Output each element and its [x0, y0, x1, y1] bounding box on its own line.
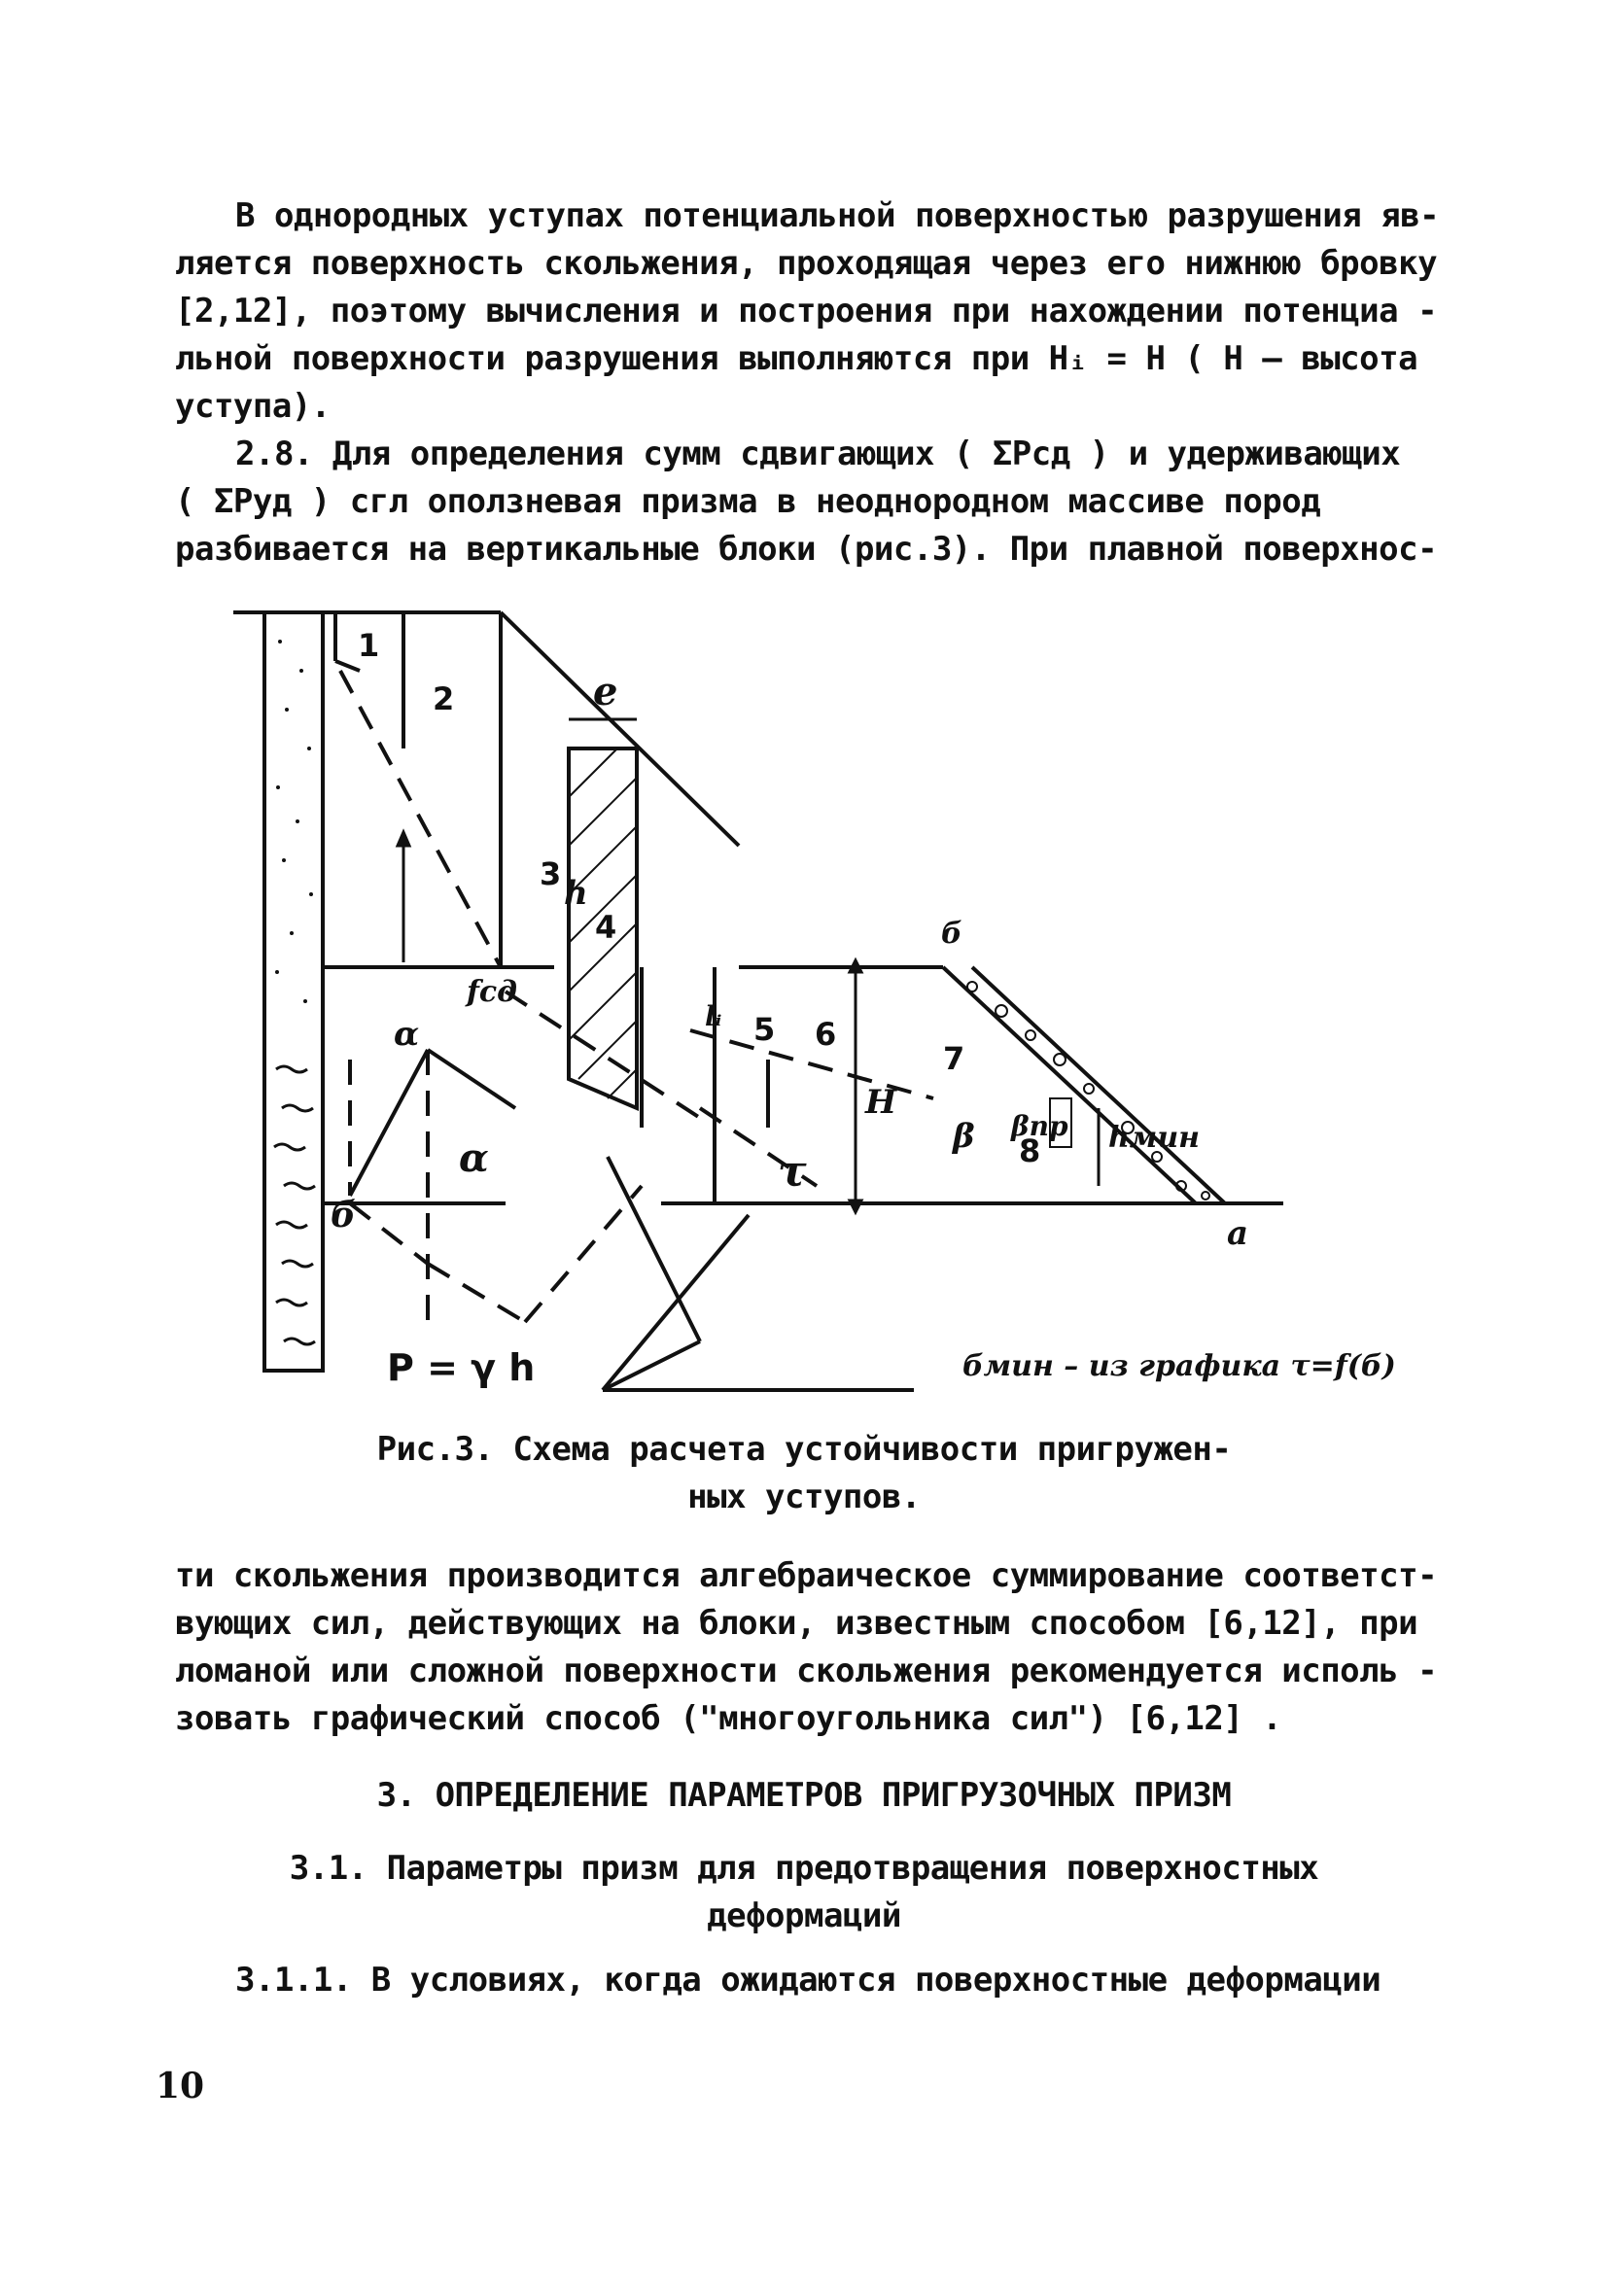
- alpha-label: α: [394, 1015, 420, 1054]
- subsection-heading-line: 3.1. Параметры призм для предотвращения поверхностных: [289, 1849, 1319, 1888]
- paragraph-2-line: разбивается на вертикальные блоки (рис.3). При плавной поверхнос-: [175, 530, 1438, 569]
- paragraph-3-line: ти скольжения производится алгебраическое суммирование соответст-: [175, 1556, 1438, 1595]
- b-label: б: [941, 917, 962, 951]
- paragraph-2-line: ( ΣPуд ) сгл оползневая призма в неоднородном массиве пород: [175, 482, 1321, 521]
- sigma-label: б: [331, 1195, 356, 1235]
- paragraph-1-line: ляется поверхность скольжения, проходящая через его нижнюю бровку: [175, 244, 1438, 283]
- alpha-label: α: [459, 1135, 489, 1181]
- block-6-label: 6: [815, 1016, 837, 1053]
- paragraph-2-line: 2.8. Для определения сумм сдвигающих ( ΣPсд ) и удерживающих: [235, 435, 1401, 473]
- note-label: бмин – из графика τ=f(б): [962, 1349, 1396, 1383]
- caption-line: Рис.3. Схема расчета устойчивости пригружен-: [376, 1430, 1232, 1469]
- stability-diagram: [233, 603, 1439, 1409]
- strata-column: [264, 612, 323, 1371]
- paragraph-1-line: уступа).: [175, 387, 331, 426]
- p-label: P = γ h: [387, 1346, 536, 1389]
- paragraph-4-line: 3.1.1. В условиях, когда ожидаются поверхностные деформации: [235, 1961, 1381, 2000]
- a-label: a: [1227, 1214, 1249, 1253]
- block-3-label: 3: [540, 855, 562, 892]
- block-1-label: 1: [358, 627, 380, 664]
- paragraph-2: [175, 431, 1449, 574]
- tau-label: τ: [778, 1147, 807, 1197]
- caption-line: ных уступов.: [687, 1478, 921, 1516]
- paragraph-1-line: [2,12], поэтому вычисления и построения при нахождении потенциа -: [175, 292, 1438, 330]
- rock-fill: [967, 982, 1209, 1200]
- e-label: e: [593, 669, 618, 714]
- paragraph-3: [175, 1552, 1449, 1743]
- subsection-heading: [0, 1845, 1608, 1940]
- page-number: 10: [156, 2066, 205, 2106]
- paragraph-1-line: В однородных уступах потенциальной поверхностью разрушения яв-: [235, 196, 1440, 235]
- paragraph-3-line: вующих сил, действующих на блоки, известным способом [6,12], при: [175, 1604, 1418, 1643]
- beta-label: β: [953, 1117, 975, 1156]
- h-min-label: hмин: [1108, 1121, 1201, 1155]
- block-2-label: 2: [433, 680, 455, 717]
- H-label: H: [865, 1083, 897, 1122]
- paragraph-1-line: льной поверхности разрушения выполняются при Hᵢ = H ( H – высота: [175, 339, 1418, 378]
- paragraph-3-line: ломаной или сложной поверхности скольжения рекомендуется исполь -: [175, 1652, 1438, 1690]
- subsection-heading-line: деформаций: [707, 1896, 901, 1935]
- li-label: lᵢ: [705, 1000, 722, 1032]
- block-5-label: 5: [753, 1011, 776, 1048]
- h-label: h: [564, 874, 588, 913]
- fsd-label: fсд: [467, 975, 518, 1009]
- section-heading: 3. ОПРЕДЕЛЕНИЕ ПАРАМЕТРОВ ПРИГРУЗОЧНЫХ ПРИЗМ: [376, 1776, 1232, 1815]
- paragraph-4: [175, 1957, 1449, 2004]
- paragraph-3-line: зовать графический способ ("многоугольника сил") [6,12] .: [175, 1699, 1282, 1738]
- block-8-label: 8: [1019, 1132, 1041, 1169]
- paragraph-1: [175, 192, 1449, 431]
- block-4-label: 4: [595, 909, 617, 946]
- slope-profile: [233, 612, 1283, 1203]
- figure-caption: [0, 1426, 1608, 1521]
- beta-pr-label: βпр: [1011, 1110, 1068, 1142]
- block-7-label: 7: [943, 1040, 965, 1077]
